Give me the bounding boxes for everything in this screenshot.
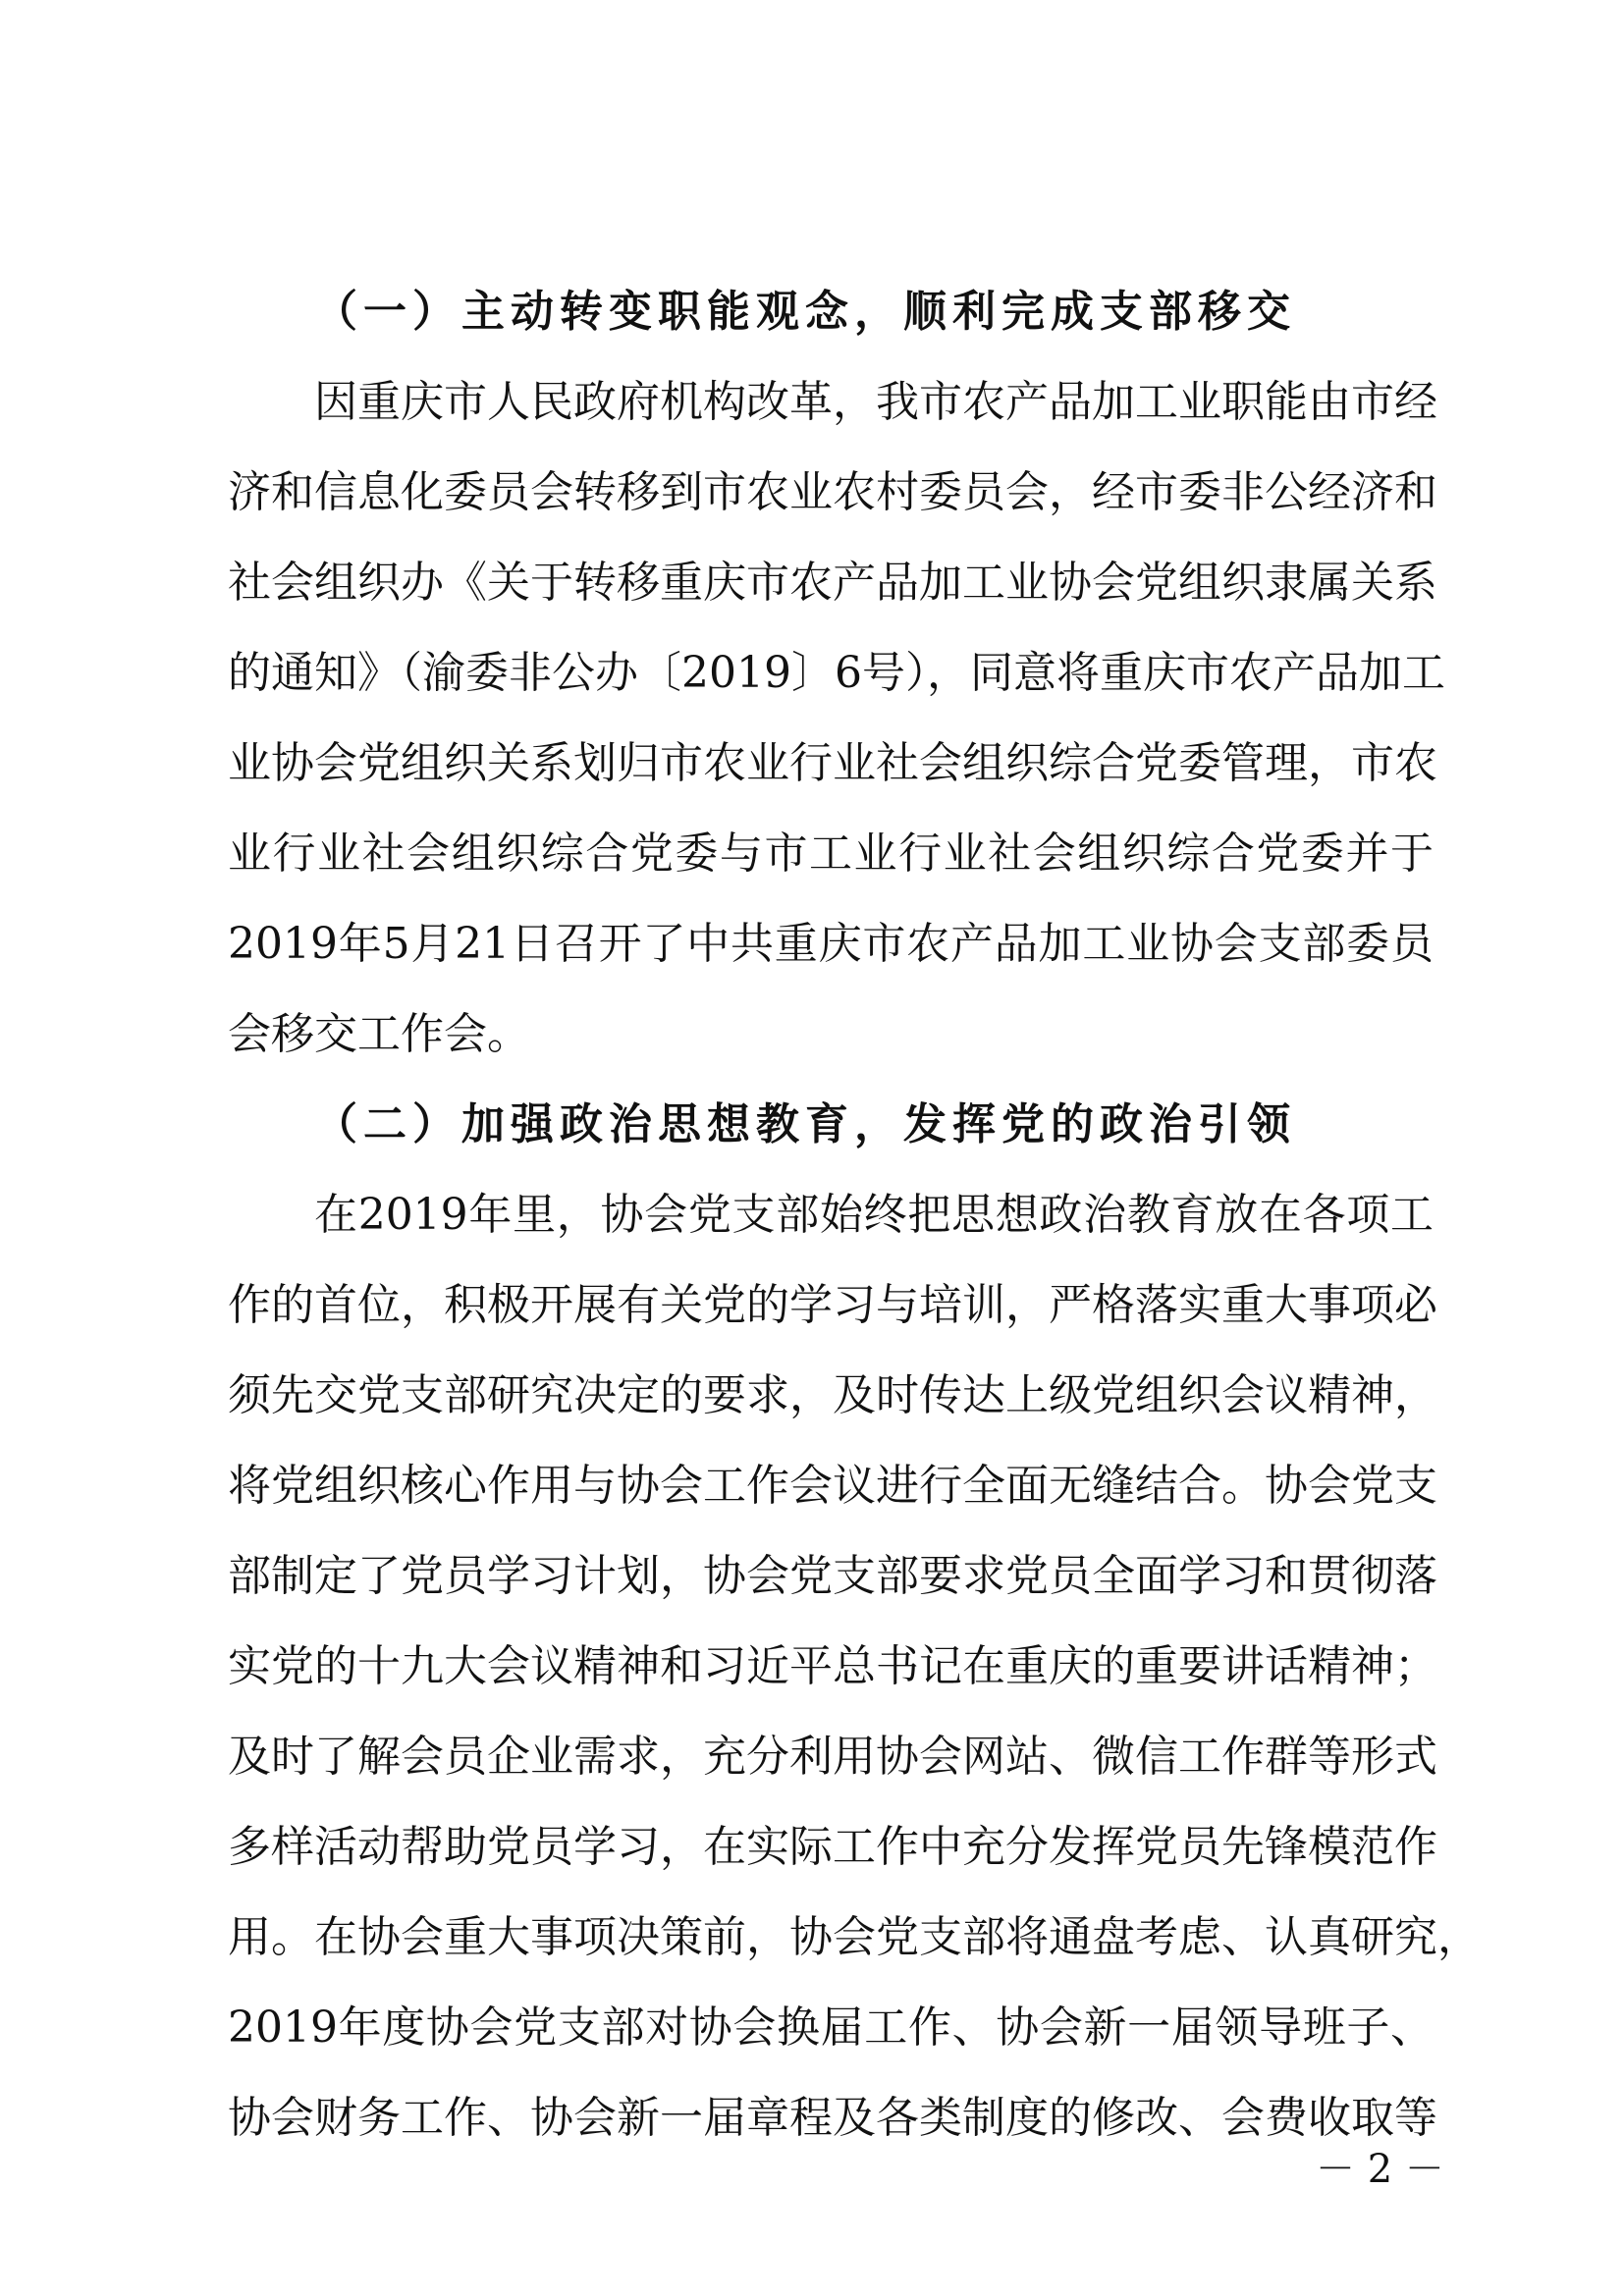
section-2-line-2: 作的首位，积极开展有关党的学习与培训，严格落实重大事项必	[228, 1280, 1437, 1330]
section-1-line-1: 因重庆市人民政府机构改革，我市农产品加工业职能由市经	[314, 377, 1437, 427]
section-2-line-10: 2019年度协会党支部对协会换届工作、协会新一届领导班子、	[228, 2002, 1434, 2053]
section-1-line-7: 2019年5月21日召开了中共重庆市农产品加工业协会支部委员	[228, 919, 1434, 969]
section-1-line-2: 济和信息化委员会转移到市农业农村委员会，经市委非公经济和	[228, 467, 1437, 517]
section-2-line-9: 用。在协会重大事项决策前，协会党支部将通盘考虑、认真研究，	[228, 1912, 1481, 1962]
section-1-line-4: 的通知》（渝委非公办〔2019〕6号），同意将重庆市农产品加工	[228, 648, 1445, 698]
section-2-line-8: 多样活动帮助党员学习，在实际工作中充分发挥党员先锋模范作	[228, 1822, 1437, 1872]
section-1-line-8: 会移交工作会。	[228, 1009, 530, 1059]
section-2-heading: （二）加强政治思想教育，发挥党的政治引领	[314, 1099, 1296, 1149]
section-2-line-5: 部制定了党员学习计划，协会党支部要求党员全面学习和贯彻落	[228, 1551, 1437, 1601]
section-2-line-1: 在2019年里，协会党支部始终把思想政治教育放在各项工	[314, 1190, 1434, 1240]
page-number: － 2 －	[1316, 2147, 1444, 2192]
section-1-line-3: 社会组织办《关于转移重庆市农产品加工业协会党组织隶属关系	[228, 558, 1437, 608]
section-2-line-7: 及时了解会员企业需求，充分利用协会网站、微信工作群等形式	[228, 1732, 1437, 1782]
section-2-line-3: 须先交党支部研究决定的要求，及时传达上级党组织会议精神，	[228, 1370, 1437, 1420]
section-2-line-4: 将党组织核心作用与协会工作会议进行全面无缝结合。协会党支	[228, 1461, 1437, 1511]
section-1-heading: （一）主动转变职能观念，顺利完成支部移交	[314, 287, 1296, 337]
section-2-line-6: 实党的十九大会议精神和习近平总书记在重庆的重要讲话精神；	[228, 1641, 1437, 1691]
section-2-line-11: 协会财务工作、协会新一届章程及各类制度的修改、会费收取等	[228, 2093, 1437, 2143]
section-1-line-5: 业协会党组织关系划归市农业行业社会组织综合党委管理，市农	[228, 738, 1437, 788]
section-1-line-6: 业行业社会组织综合党委与市工业行业社会组织综合党委并于	[228, 828, 1434, 879]
